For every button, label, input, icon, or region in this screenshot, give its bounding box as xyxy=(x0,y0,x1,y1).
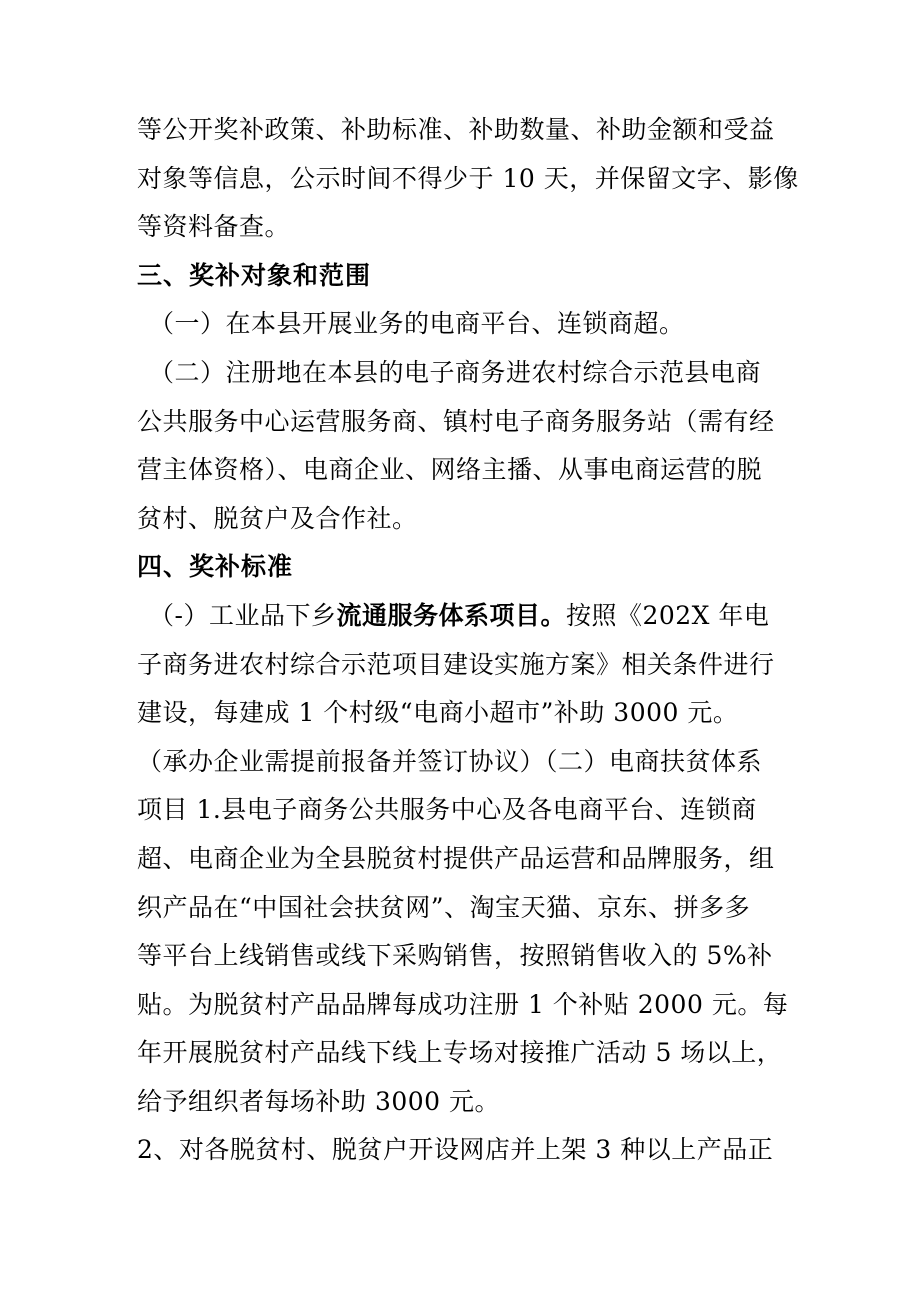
paragraph-line: 营主体资格）、电商企业、网络主播、从事电商运营的脱 xyxy=(137,455,763,485)
item-rest: 按照《202X 年电 xyxy=(565,600,770,630)
paragraph-line: 公共服务中心运营服务商、镇村电子商务服务站（需有经 xyxy=(137,406,775,436)
list-item xyxy=(137,592,787,641)
section-heading-3: 三、奖补对象和范围 xyxy=(137,260,372,290)
paragraph-line: （承办企业需提前报备并签订协议）（二）电商扶贫体系 xyxy=(137,746,763,776)
paragraph-line: 贴。为脱贫村产品品牌每成功注册 1 个补贴 2000 元。每 xyxy=(137,989,789,1019)
paragraph-line: 给予组织者每场补助 3000 元。 xyxy=(137,1086,501,1116)
paragraph-line: 对象等信息，公示时间不得少于 10 天，并保留文字、影像 xyxy=(137,163,799,193)
paragraph-line: 子商务进农村综合示范项目建设实施方案》相关条件进行 xyxy=(137,649,775,679)
paragraph-line: 超、电商企业为全县脱贫村提供产品运营和品牌服务，组 xyxy=(137,843,775,873)
paragraph-line: 项目 1.县电子商务公共服务中心及各电商平台、连锁商 xyxy=(137,795,757,825)
document-page xyxy=(137,106,799,1175)
item-bold-title: 流通服务体系项目。 xyxy=(336,600,566,630)
paragraph-line: 织产品在“中国社会扶贫网”、淘宝天猫、京东、拼多多 xyxy=(137,892,751,922)
paragraph-line: 等公开奖补政策、补助标准、补助数量、补助金额和受益 xyxy=(137,115,775,144)
paragraph-line: 2、对各脱贫村、脱贫户开设网店并上架 3 种以上产品正 xyxy=(137,1135,774,1165)
paragraph-line: 等平台上线销售或线下采购销售，按照销售收入的 5%补 xyxy=(137,941,773,971)
paragraph-line: 建设，每建成 1 个村级“电商小超市”补助 3000 元。 xyxy=(137,698,739,728)
paragraph-line: 贫村、脱贫户及合作社。 xyxy=(137,503,418,533)
paragraph-line: 年开展脱贫村产品线下线上专场对接推广活动 5 场以上， xyxy=(137,1038,783,1068)
list-item: （二）注册地在本县的电子商务进农村综合示范县电商 xyxy=(149,357,762,387)
item-prefix: （-）工业品下乡 xyxy=(149,600,337,630)
paragraph-line: 等资料备查。 xyxy=(137,212,291,242)
section-heading-4: 四、奖补标准 xyxy=(137,552,294,582)
list-item: （一）在本县开展业务的电商平台、连锁商超。 xyxy=(149,309,685,339)
